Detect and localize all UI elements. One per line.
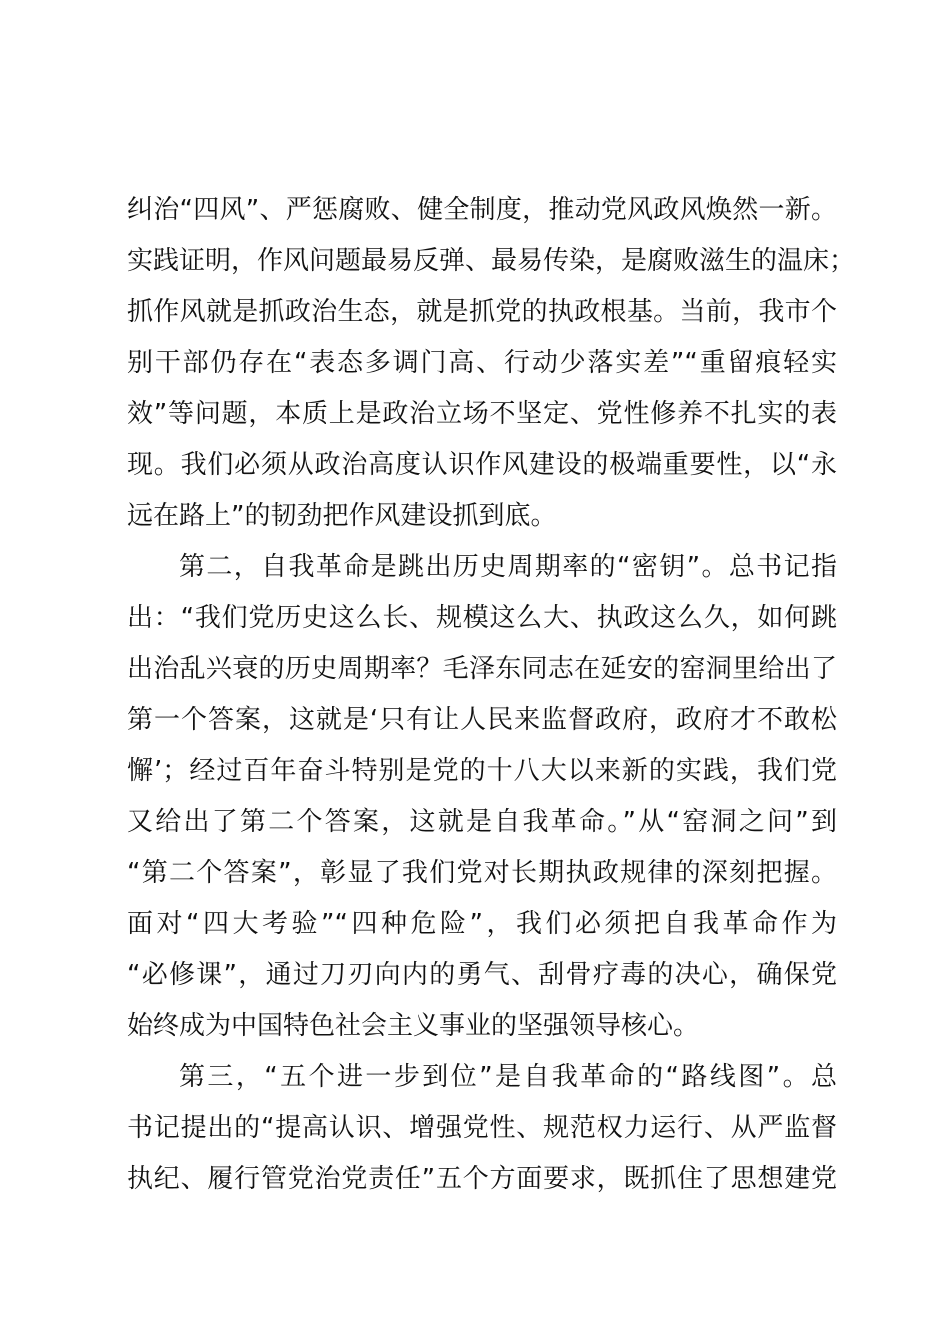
text-line: 第一个答案，这就是‘只有让人民来监督政府，政府才不敢松 — [127, 705, 837, 735]
text-line: 纠治“四风”、严惩腐败、健全制度，推动党风政风焕然一新。 — [127, 195, 837, 225]
text-line: 懈’；经过百年奋斗特别是党的十八大以来新的实践，我们党 — [127, 756, 837, 786]
text-line: 远在路上”的韧劲把作风建设抓到底。 — [127, 501, 557, 531]
text-line: 又给出了第二个答案，这就是自我革命。”从“窑洞之问”到 — [127, 807, 837, 837]
document-body — [127, 185, 856, 1205]
text-line: 出：“我们党历史这么长、规模这么大、执政这么久，如何跳 — [127, 603, 837, 633]
text-line: 出治乱兴衰的历史周期率？毛泽东同志在延安的窑洞里给出了 — [127, 654, 837, 684]
text-line: 实践证明，作风问题最易反弹、最易传染，是腐败滋生的温床； — [127, 246, 856, 276]
text-line: 面对“四大考验”“四种危险”，我们必须把自我革命作为 — [127, 909, 837, 939]
text-line: 书记提出的“提高认识、增强党性、规范权力运行、从严监督 — [127, 1113, 837, 1143]
text-line: 抓作风就是抓政治生态，就是抓党的执政根基。当前，我市个 — [127, 297, 837, 327]
text-line: 效”等问题，本质上是政治立场不坚定、党性修养不扎实的表 — [127, 399, 837, 429]
text-line: “必修课”，通过刀刃向内的勇气、刮骨疗毒的决心，确保党 — [127, 960, 837, 990]
text-line: 别干部仍存在“表态多调门高、行动少落实差”“重留痕轻实 — [127, 348, 837, 378]
paragraph-start-line: 第二，自我革命是跳出历史周期率的“密钥”。总书记指 — [179, 552, 837, 582]
text-line: “第二个答案”，彰显了我们党对长期执政规律的深刻把握。 — [127, 858, 837, 888]
paragraph-start-line: 第三，“五个进一步到位”是自我革命的“路线图”。总 — [179, 1062, 837, 1092]
text-line: 现。我们必须从政治高度认识作风建设的极端重要性，以“永 — [127, 450, 837, 480]
text-line: 执纪、履行管党治党责任”五个方面要求，既抓住了思想建党 — [127, 1164, 837, 1194]
text-line: 始终成为中国特色社会主义事业的坚强领导核心。 — [127, 1011, 700, 1041]
